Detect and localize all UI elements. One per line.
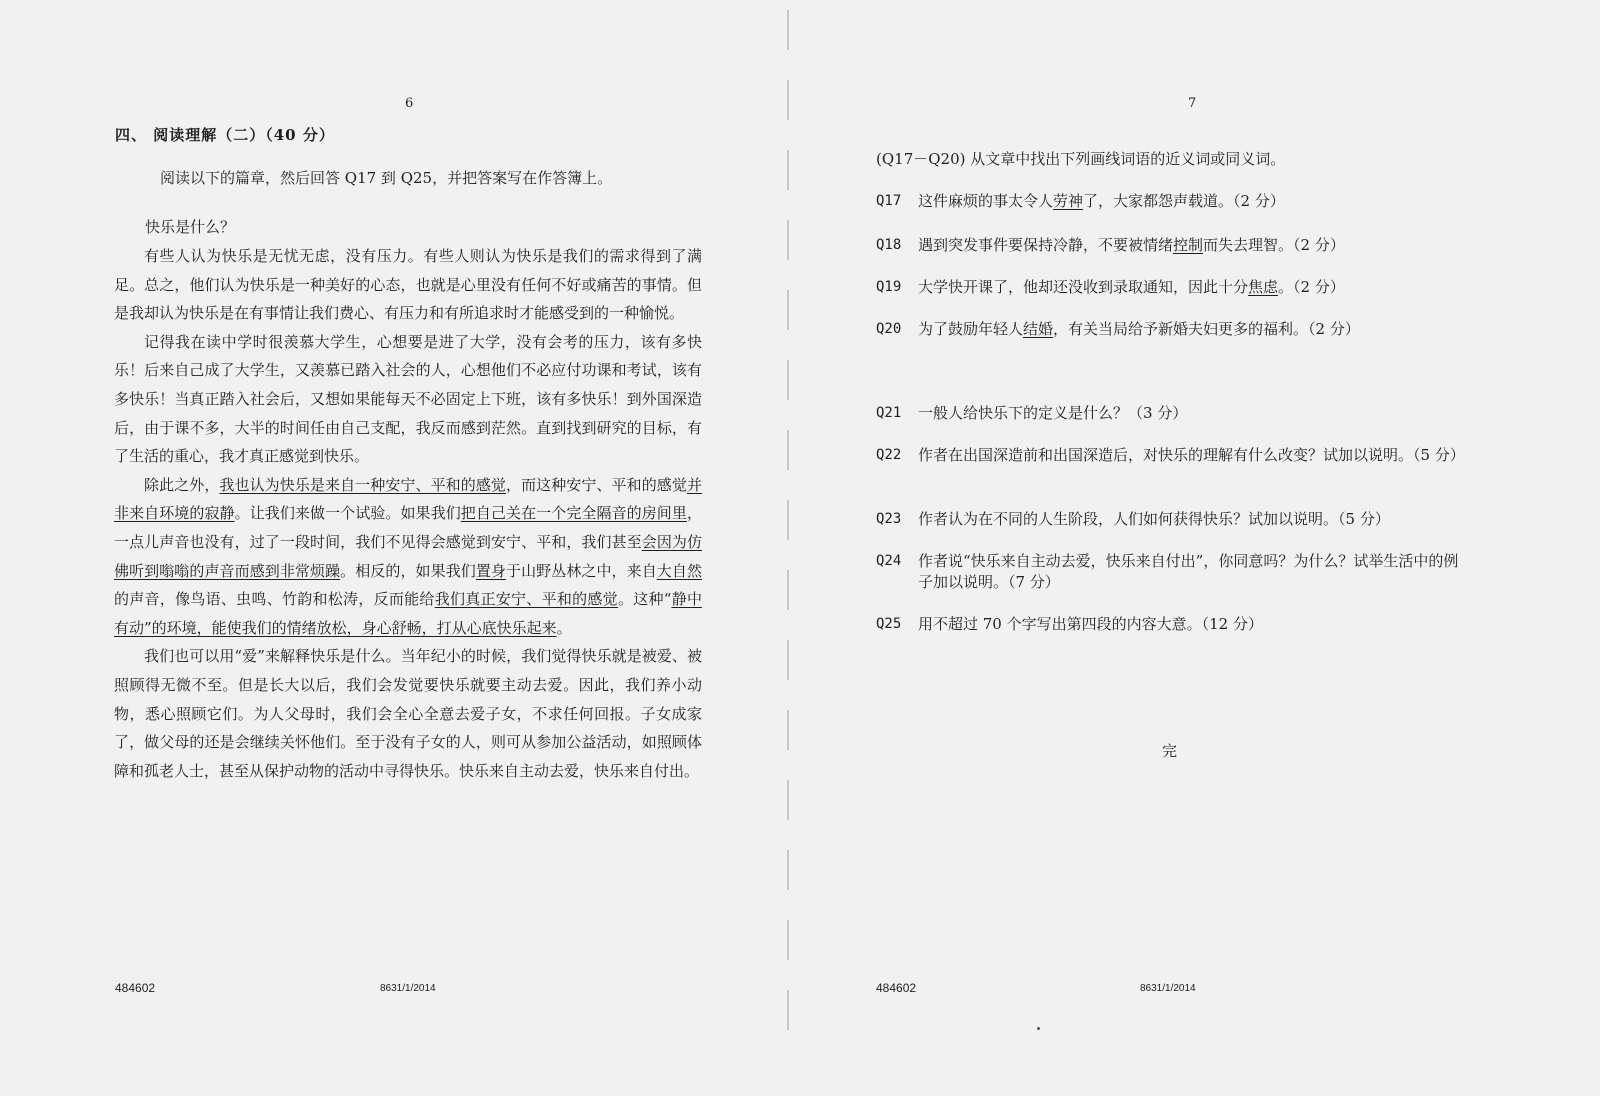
paragraph-4: 我们也可以用“爱”来解释快乐是什么。当年纪小的时候，我们觉得快乐就是被爱、被照顾得无微不至。但是长大以后，我们会发觉要快乐就要主动去爱。因此，我们养小动物，悉心照顾它们。为人父母时，我们会全心全意去爱子女，不求任何回报。子女成家了，做父母的还是会继续关怀他们。至于没有子女的人，则可从参加公益活动，如照顾体障和孤老人士，甚至从保护动物的活动中寻得快乐。快乐来自主动去爱，快乐来自付出。 — [114, 647, 702, 780]
underlined-phrase: 静中有动”的环境，能使我们的情绪放松，身心舒畅，打从心底快乐起来 — [114, 590, 702, 637]
question-text — [918, 277, 1468, 298]
question-text-part: 。（2 分） — [1278, 278, 1345, 296]
p3-text: ，而这种安宁、平和的感觉 — [505, 475, 687, 494]
question-text — [918, 319, 1468, 340]
underlined-word: 劳神 — [1053, 192, 1084, 210]
underlined-phrase: 并非来自环境的寂静 — [114, 475, 702, 523]
question-text: 用不超过 70 个字写出第四段的内容大意。（12 分） — [918, 615, 1263, 633]
footer-code: 484602 — [876, 981, 917, 995]
question-text-part: 而失去理智。（2 分） — [1203, 236, 1345, 254]
paragraph-1: 有些人认为快乐是无忧无虑，没有压力。有些人则认为快乐是我们的需求得到了满足。总之，他们认为快乐是一种美好的心态，也就是心里没有任何不好或痛苦的事情。但是我却认为快乐是在有事情让我们费心、有压力和有所追求时才能感受到的一种愉悦。 — [114, 247, 702, 323]
question-text — [918, 191, 1468, 212]
question-id: Q17 — [876, 193, 902, 209]
underlined-phrase: 我也认为快乐是来自一种安宁、平和的感觉 — [219, 475, 506, 494]
p3-text: 于山野丛林之中，来自 — [506, 561, 657, 580]
right-page — [800, 0, 1600, 1096]
question-text-part: 了，大家都怨声载道。（2 分） — [1083, 192, 1285, 210]
question-id: Q21 — [876, 405, 902, 421]
question-text-part: 遇到突发事件要保持冷静，不要被情绪 — [918, 236, 1174, 254]
question-id: Q19 — [876, 279, 902, 295]
question-id: Q25 — [876, 616, 902, 632]
p3-text: 。 — [556, 618, 572, 637]
question-id: Q22 — [876, 447, 902, 463]
passage-title: 快乐是什么？ — [145, 218, 236, 236]
question-id: Q18 — [876, 237, 902, 253]
end-mark: 完 — [1162, 742, 1178, 760]
underlined-phrase: 大自然 — [656, 561, 702, 580]
p3-text: 。相反的，如果我们 — [340, 561, 476, 580]
p3-text: ，一点儿声音也没有，过了一段时间，我们不见得会感觉到安宁、平和，我们甚至 — [114, 504, 702, 551]
passage-body — [114, 242, 702, 785]
p3-text: 的声音，像鸟语、虫鸣、竹韵和松涛，反而能给 — [114, 590, 435, 609]
page-number: 7 — [1188, 96, 1197, 111]
question-text: 作者认为在不同的人生阶段，人们如何获得快乐？试加以说明。（5 分） — [918, 510, 1390, 528]
question-text-part: 大学快开课了，他却还没收到录取通知，因此十分 — [918, 278, 1249, 296]
question-id: Q23 — [876, 511, 902, 527]
paragraph-3 — [114, 471, 702, 643]
underlined-word: 控制 — [1173, 236, 1204, 254]
footer-ref: 8631/1/2014 — [1140, 983, 1196, 994]
section-heading: 四、 阅读理解（二）（40 分） — [115, 126, 335, 144]
footer-ref: 8631/1/2014 — [380, 983, 436, 994]
instruction-text: 阅读以下的篇章，然后回答 Q17 到 Q25，并把答案写在作答簿上。 — [160, 169, 613, 187]
question-text: 作者说“快乐来自主动去爱，快乐来自付出”，你同意吗？为什么？试举生活中的例子加以说明。（7 分） — [918, 552, 1459, 591]
footer-code: 484602 — [115, 981, 156, 995]
question-text-part: 为了鼓励年轻人 — [918, 320, 1024, 338]
underlined-word: 焦虑 — [1248, 278, 1279, 296]
question-id: Q24 — [876, 553, 902, 569]
question-text-part: 这件麻烦的事太令人 — [918, 192, 1054, 210]
underlined-phrase: 置身 — [475, 561, 507, 580]
question-group-heading: (Q17－Q20) 从文章中找出下列画线词语的近义词或同义词。 — [876, 150, 1286, 168]
paragraph-2: 记得我在读中学时很羡慕大学生，心想要是进了大学，没有会考的压力，该有多快乐！后来自己成了大学生，又羡慕已踏入社会的人，心想他们不必应付功课和考试，该有多快乐！当真正踏入社会后，又想如果能每天不必固定上下班，该有多快乐！到外国深造后，由于课不多，大半的时间任由自己支配，我反而感到茫然。直到找到研究的目标，有了生活的重心，我才真正感觉到快乐。 — [114, 332, 702, 466]
p3-text: 。这种“ — [617, 590, 672, 609]
underlined-phrase: 会因为仿佛听到嗡嗡的声音而感到非常烦躁 — [114, 532, 702, 580]
underlined-phrase: 把自己关在一个完全隔音的房间里 — [460, 504, 687, 523]
question-text — [918, 235, 1468, 256]
underlined-word: 结婚 — [1023, 320, 1054, 338]
page-number: 6 — [405, 96, 414, 111]
question-text-part: ，有关当局给予新婚夫妇更多的福利。（2 分） — [1053, 320, 1360, 338]
p3-text: 除此之外， — [144, 475, 220, 494]
left-page — [0, 0, 790, 1096]
underlined-phrase: 我们真正安宁、平和的感觉 — [434, 590, 618, 609]
p3-text: 。让我们来做一个试验。如果我们 — [234, 504, 461, 523]
question-text: 作者在出国深造前和出国深造后，对快乐的理解有什么改变？试加以说明。（5 分） — [918, 446, 1465, 464]
question-text: 一般人给快乐下的定义是什么？（3 分） — [918, 404, 1188, 422]
question-id: Q20 — [876, 321, 902, 337]
